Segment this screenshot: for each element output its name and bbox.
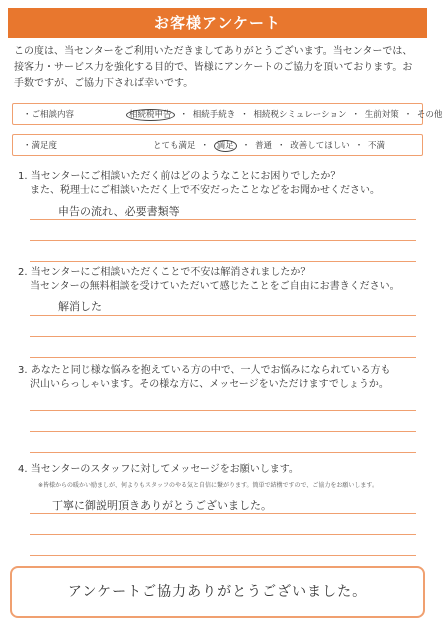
question-1: [18, 170, 418, 198]
satisfaction-label: ・満足度: [23, 141, 58, 151]
answer-line: [30, 534, 416, 535]
satisfaction-row: [12, 134, 423, 156]
consult-option-3[interactable]: 相続税シミュレーション: [253, 110, 347, 120]
answer-line: [30, 555, 416, 556]
footer-thanks: アンケートご協力ありがとうございました。: [10, 566, 425, 618]
answer-2[interactable]: 解消した: [58, 300, 102, 313]
consult-option-5[interactable]: その他: [416, 110, 443, 120]
question-4-note: ※皆様からの暖かい励ましが、何よりもスタッフのやる気と自信に繋がります。簡単で結構ですので、ご協力をお願いします。: [38, 482, 378, 489]
consult-option-1[interactable]: 相続税申告: [126, 109, 175, 121]
answer-line: [30, 452, 416, 453]
answer-line: [30, 261, 416, 262]
intro-text: この度は、当センターをご利用いただきましてありがとうございます。当センターでは、接客力・サービス力を強化する目的で、皆様にアンケートのご協力を頂いております。お手数ですが、ご協力下されば幸いです。: [14, 46, 413, 89]
page-title: お客様アンケート: [8, 8, 427, 38]
satisfaction-option-1[interactable]: とても満足: [153, 141, 196, 151]
question-2: [18, 266, 418, 294]
answer-line: [30, 219, 416, 220]
consult-option-4[interactable]: 生前対策: [364, 110, 399, 120]
question-3-line1: 3. あなたと同じ様な悩みを抱えている方の中で、一人でお悩みになられている方も: [18, 365, 391, 376]
answer-line: [30, 431, 416, 432]
question-2-line2: 当センターの無料相談を受けていただいて感じたことをご自由にお書きください。: [30, 281, 400, 292]
question-1-line2: また、税理士にご相談いただく上で不安だったことなどをお聞かせください。: [30, 185, 380, 196]
satisfaction-option-3[interactable]: 普通: [254, 141, 272, 151]
satisfaction-options: とても満足 ・ 満足 ・ 普通 ・ 改善してほしい ・ 不満: [153, 141, 385, 151]
answer-4[interactable]: 丁寧に御説明頂きありがとうございました。: [52, 499, 272, 512]
answer-line: [30, 315, 416, 316]
satisfaction-option-4[interactable]: 改善してほしい: [290, 141, 350, 151]
consult-options: 相続税申告 ・ 相続手続き ・ 相続税シミュレーション ・ 生前対策 ・ その他: [126, 104, 444, 126]
question-3: [18, 364, 418, 392]
consult-label: ・ご相談内容: [23, 110, 75, 120]
satisfaction-option-2[interactable]: 満足: [214, 140, 237, 152]
question-1-line1: 1. 当センターにご相談いただく前はどのようなことにお困りでしたか？: [18, 171, 341, 182]
consult-row: [12, 103, 443, 125]
question-3-line2: 沢山いらっしゃいます。その様な方に、メッセージをいただけますでしょうか。: [30, 379, 389, 390]
satisfaction-option-5[interactable]: 不満: [367, 141, 385, 151]
answer-line: [30, 240, 416, 241]
consult-option-2[interactable]: 相続手続き: [192, 110, 236, 120]
question-4: [18, 463, 418, 477]
question-2-line1: 2. 当センターにご相談いただくことで不安は解消されましたか？: [18, 267, 311, 278]
answer-line: [30, 410, 416, 411]
answer-1[interactable]: 申告の流れ、必要書類等: [58, 205, 180, 218]
answer-line: [30, 336, 416, 337]
question-4-line1: 4. 当センターのスタッフに対してメッセージをお願いします。: [18, 464, 299, 475]
answer-line: [30, 513, 416, 514]
answer-line: [30, 357, 416, 358]
